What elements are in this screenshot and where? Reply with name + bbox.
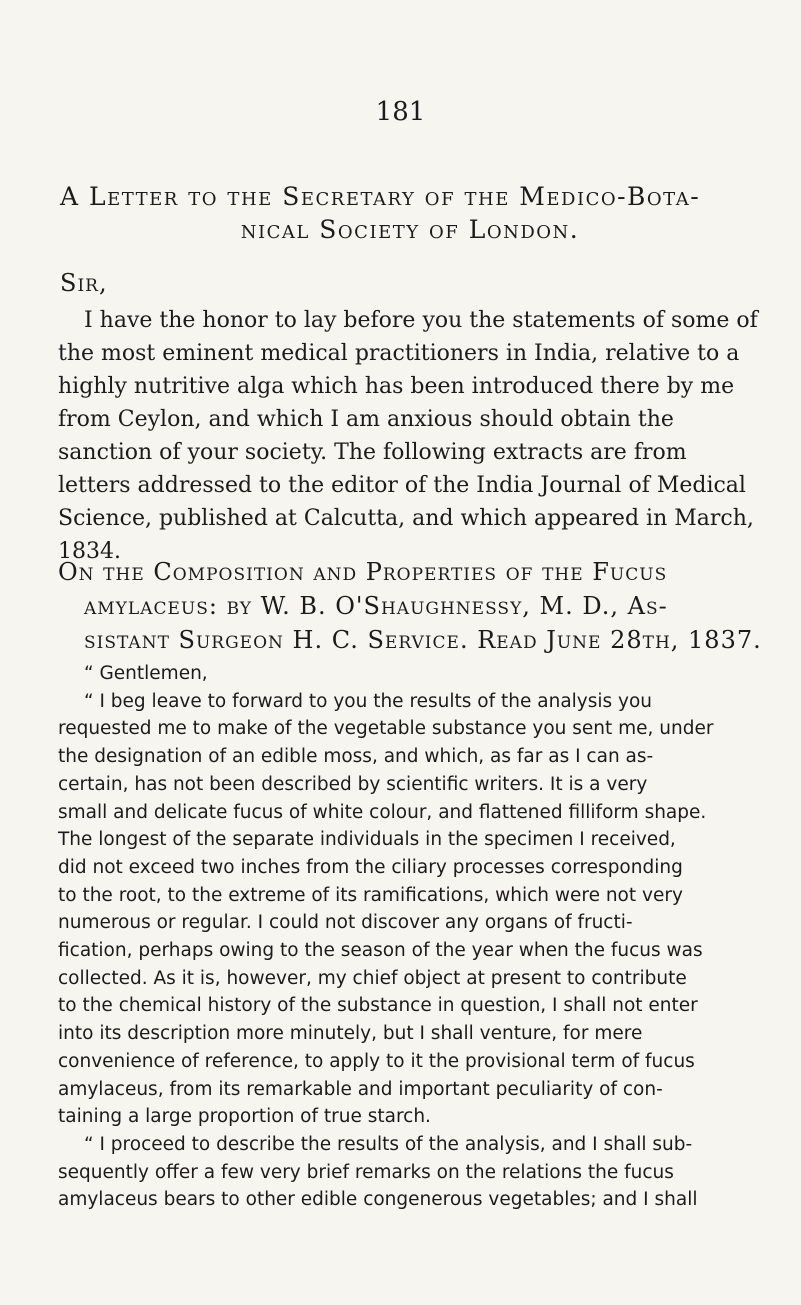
intro-line: 1834. — [58, 539, 121, 564]
letter-line: convenience of reference, to apply to it the provisional term of fucus — [58, 1050, 695, 1072]
letter-line: amylaceus bears to other edible congenerous vegetables; and I shall — [58, 1189, 698, 1211]
letter-line: fication, perhaps owing to the season of the year when the fucus was — [58, 940, 703, 962]
letter-line: the designation of an edible moss, and which, as far as I can as- — [58, 746, 654, 768]
letter-body — [58, 660, 778, 1214]
letter-line: “ I beg leave to forward to you the results of the analysis you — [84, 690, 653, 712]
intro-line: Science, published at Calcutta, and which appeared in March, — [58, 506, 754, 531]
salutation: Sir, — [60, 269, 108, 297]
page-number: 181 — [375, 97, 426, 127]
letter-line: requested me to make of the vegetable substance you sent me, under — [58, 718, 714, 740]
intro-line: highly nutritive alga which has been introduced there by me — [58, 374, 735, 399]
letter-line: small and delicate fucus of white colour, and flattened filliform shape. — [58, 801, 707, 823]
intro-paragraph — [58, 304, 778, 568]
intro-line: letters addressed to the editor of the India Journal of Medical — [58, 473, 746, 498]
letter-heading-line-2: nical Society of London. — [240, 215, 580, 244]
letter-line: The longest of the separate individuals in the specimen I received, — [58, 829, 676, 851]
letter-line: numerous or regular. I could not discover any organs of fructi- — [58, 912, 633, 934]
letter-heading — [60, 180, 760, 246]
intro-line: I have the honor to lay before you the statements of some of — [84, 308, 758, 333]
letter-line: taining a large proportion of true starch. — [58, 1106, 431, 1128]
article-heading-line: sistant Surgeon H. C. Service. Read June 28th, 1837. — [84, 626, 762, 654]
intro-line: from Ceylon, and which I am anxious should obtain the — [58, 407, 674, 432]
letter-line: “ Gentlemen, — [84, 663, 208, 684]
letter-line: sequently offer a few very brief remarks on the relations the fucus — [58, 1161, 674, 1183]
letter-line: into its description more minutely, but I shall venture, for mere — [58, 1023, 643, 1045]
article-heading — [58, 555, 778, 657]
letter-line: did not exceed two inches from the ciliary processes corresponding — [58, 856, 683, 878]
article-heading-line: On the Composition and Properties of the Fucus — [58, 558, 668, 586]
intro-line: sanction of your society. The following extracts are from — [58, 440, 687, 465]
letter-line: to the root, to the extreme of its ramifications, which were not very — [58, 884, 683, 906]
letter-line: to the chemical history of the substance in question, I shall not enter — [58, 995, 698, 1017]
letter-line: collected. As it is, however, my chief object at present to contribute — [58, 967, 687, 989]
letter-line: “ I proceed to describe the results of the analysis, and I shall sub- — [84, 1133, 693, 1155]
letter-heading-line-1: A Letter to the Secretary of the Medico-Bota- — [60, 182, 701, 211]
letter-line: certain, has not been described by scientific writers. It is a very — [58, 773, 648, 795]
intro-line: the most eminent medical practitioners in India, relative to a — [58, 341, 740, 366]
letter-line: amylaceus, from its remarkable and important peculiarity of con- — [58, 1078, 663, 1100]
article-heading-line: amylaceus: by W. B. O'Shaughnessy, M. D., As- — [84, 592, 668, 620]
